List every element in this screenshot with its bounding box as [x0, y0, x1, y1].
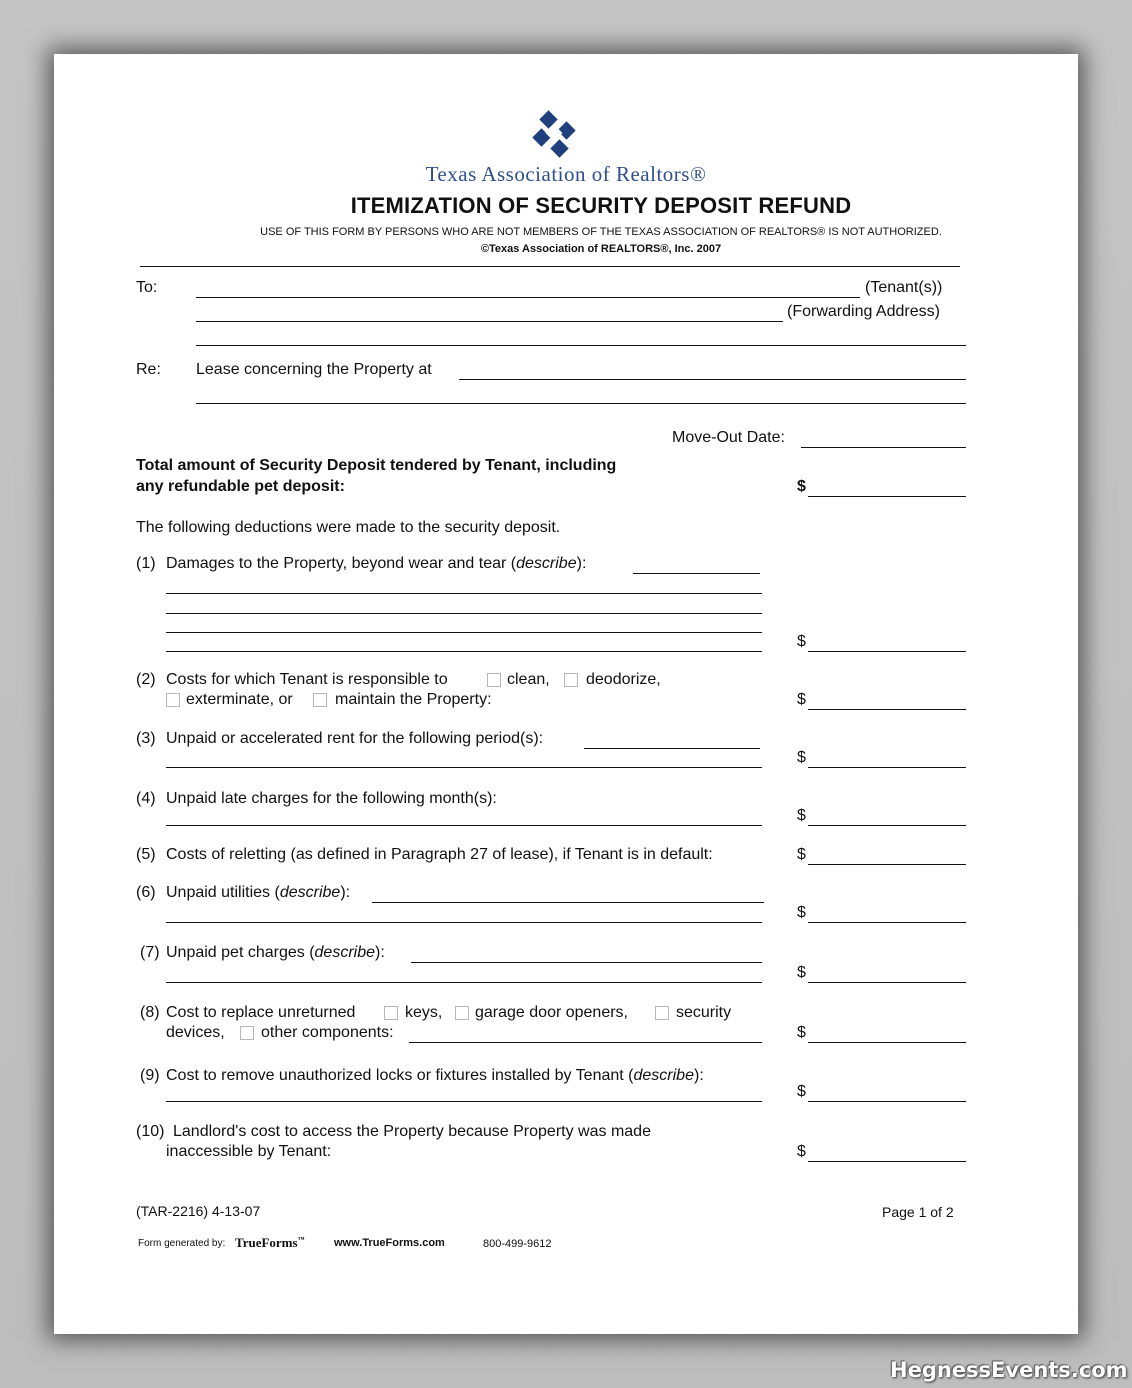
item-7-amount-field[interactable] [808, 982, 966, 983]
trueforms-brand [235, 1235, 305, 1251]
total-currency: $ [797, 478, 806, 495]
item-6-field-1[interactable] [372, 902, 764, 903]
forwarding-address-field[interactable] [196, 321, 783, 322]
item-4-amount-field[interactable] [808, 825, 966, 826]
garage-openers-checkbox[interactable] [455, 1006, 469, 1020]
item-9-end: ): [693, 1067, 704, 1084]
item-1-describe: describe [516, 555, 577, 572]
item-4-text: Unpaid late charges for the following month(s): [166, 790, 497, 807]
other-components-checkbox[interactable] [240, 1026, 254, 1040]
item-1-field-2[interactable] [166, 593, 762, 594]
maintain-checkbox[interactable] [313, 693, 327, 707]
tar-logo-icon [522, 110, 586, 168]
copyright: ©Texas Association of REALTORS®, Inc. 2007 [480, 243, 722, 255]
maintain-label: maintain the Property: [335, 691, 492, 708]
property-address-field-2[interactable] [196, 403, 966, 404]
item-8-field[interactable] [409, 1042, 762, 1043]
item-8-amount-field[interactable] [808, 1042, 966, 1043]
item-9-label: Cost to remove unauthorized locks or fixtures installed by Tenant ( [166, 1067, 634, 1084]
generated-by-label: Form generated by: [138, 1238, 226, 1249]
trueforms-phone: 800-499-9612 [483, 1238, 552, 1250]
exterminate-checkbox[interactable] [166, 693, 180, 707]
item-4-field[interactable] [166, 825, 762, 826]
item-1-amount-field[interactable] [808, 651, 966, 652]
item-5-amount-field[interactable] [808, 864, 966, 865]
forwarding-address-field-2[interactable] [196, 345, 966, 346]
item-7-currency: $ [797, 964, 806, 981]
item-2-number: (2) [136, 671, 156, 688]
form-page [54, 54, 1078, 1334]
item-3-text: Unpaid or accelerated rent for the following period(s): [166, 730, 544, 747]
item-6-text [166, 884, 350, 902]
item-3-amount-field[interactable] [808, 767, 966, 768]
item-6-amount-field[interactable] [808, 922, 966, 923]
org-name: Texas Association of Realtors® [425, 162, 707, 186]
item-3-number: (3) [136, 730, 156, 747]
item-7-field-2[interactable] [166, 982, 762, 983]
item-3-currency: $ [797, 749, 806, 766]
item-10-line1: Landlord's cost to access the Property because Property was made [173, 1123, 651, 1140]
move-out-date-field[interactable] [801, 447, 966, 448]
item-8-text: Cost to replace unreturned [166, 1004, 356, 1021]
item-6-currency: $ [797, 904, 806, 921]
keys-label: keys, [405, 1004, 443, 1021]
move-out-label: Move-Out Date: [672, 429, 785, 446]
tenant-label: (Tenant(s)) [865, 279, 943, 296]
item-7-text [166, 944, 385, 962]
item-1-field-3[interactable] [166, 613, 762, 614]
brand-name: TrueForms [235, 1235, 298, 1250]
to-label: To: [136, 279, 158, 296]
item-8-number: (8) [140, 1004, 160, 1021]
total-deposit-line2: any refundable pet deposit: [136, 478, 345, 495]
devices-label: devices, [166, 1024, 225, 1041]
item-2-currency: $ [797, 691, 806, 708]
tenant-name-field[interactable] [196, 297, 860, 298]
item-4-currency: $ [797, 807, 806, 824]
item-1-label: Damages to the Property, beyond wear and tear ( [166, 555, 517, 572]
deodorize-checkbox[interactable] [564, 673, 578, 687]
item-1-currency: $ [797, 633, 806, 650]
total-amount-field[interactable] [808, 496, 966, 497]
brand-tm: ™ [297, 1235, 305, 1244]
item-5-currency: $ [797, 846, 806, 863]
item-1-field-5[interactable] [166, 651, 762, 652]
total-deposit-line1: Total amount of Security Deposit tendered by Tenant, including [136, 457, 617, 474]
security-devices-checkbox[interactable] [655, 1006, 669, 1020]
item-5-number: (5) [136, 846, 156, 863]
page-number: Page 1 of 2 [882, 1204, 954, 1220]
site-watermark: HegnessEvents.com [890, 1358, 1128, 1382]
security-label: security [676, 1004, 732, 1021]
item-10-number: (10) [136, 1123, 165, 1140]
item-7-end: ): [375, 944, 385, 961]
item-9-field[interactable] [166, 1101, 762, 1102]
exterminate-label: exterminate, or [186, 691, 293, 708]
item-6-field-2[interactable] [166, 922, 762, 923]
item-6-number: (6) [136, 884, 156, 901]
item-1-field-1[interactable] [633, 573, 760, 574]
item-6-end: ): [340, 884, 351, 901]
lease-property-text: Lease concerning the Property at [196, 361, 432, 378]
item-4-number: (4) [136, 790, 156, 807]
form-id: (TAR-2216) 4-13-07 [136, 1203, 261, 1219]
deductions-intro: The following deductions were made to the security deposit. [136, 519, 561, 536]
item-10-currency: $ [797, 1143, 806, 1160]
item-2-text: Costs for which Tenant is responsible to [166, 671, 448, 688]
item-9-text [166, 1067, 704, 1085]
item-8-currency: $ [797, 1024, 806, 1041]
forwarding-address-label: (Forwarding Address) [787, 303, 940, 320]
item-9-describe: describe [633, 1067, 694, 1084]
item-1-text [166, 555, 586, 573]
item-6-label: Unpaid utilities ( [166, 884, 280, 901]
item-1-field-4[interactable] [166, 632, 762, 633]
item-7-number: (7) [140, 944, 160, 961]
item-1-end: ): [576, 555, 587, 572]
item-9-currency: $ [797, 1083, 806, 1100]
property-address-field[interactable] [459, 379, 966, 380]
item-3-field-2[interactable] [166, 767, 762, 768]
item-7-label: Unpaid pet charges ( [166, 944, 315, 961]
item-7-describe: describe [314, 944, 376, 961]
header-divider [140, 266, 960, 267]
re-label: Re: [136, 361, 161, 378]
item-3-field-1[interactable] [584, 748, 760, 749]
other-components-label: other components: [261, 1024, 394, 1041]
item-10-amount-field[interactable] [808, 1161, 966, 1162]
usage-notice: USE OF THIS FORM BY PERSONS WHO ARE NOT MEMBERS OF THE TEXAS ASSOCIATION OF REALTORS® IS NOT AUTHORIZED. [260, 226, 942, 238]
item-6-describe: describe [279, 884, 341, 901]
item-10-line2: inaccessible by Tenant: [166, 1143, 332, 1160]
item-9-number: (9) [140, 1067, 160, 1084]
deodorize-label: deodorize, [586, 671, 661, 688]
item-1-number: (1) [136, 555, 156, 572]
keys-checkbox[interactable] [384, 1006, 398, 1020]
item-7-field-1[interactable] [411, 962, 762, 963]
trueforms-website[interactable]: www.TrueForms.com [334, 1237, 445, 1249]
item-5-text: Costs of reletting (as defined in Paragraph 27 of lease), if Tenant is in default: [166, 846, 713, 863]
clean-label: clean, [507, 671, 550, 688]
clean-checkbox[interactable] [487, 673, 501, 687]
item-9-amount-field[interactable] [808, 1101, 966, 1102]
item-2-amount-field[interactable] [808, 709, 966, 710]
garage-openers-label: garage door openers, [475, 1004, 628, 1021]
form-title: ITEMIZATION OF SECURITY DEPOSIT REFUND [350, 193, 852, 218]
